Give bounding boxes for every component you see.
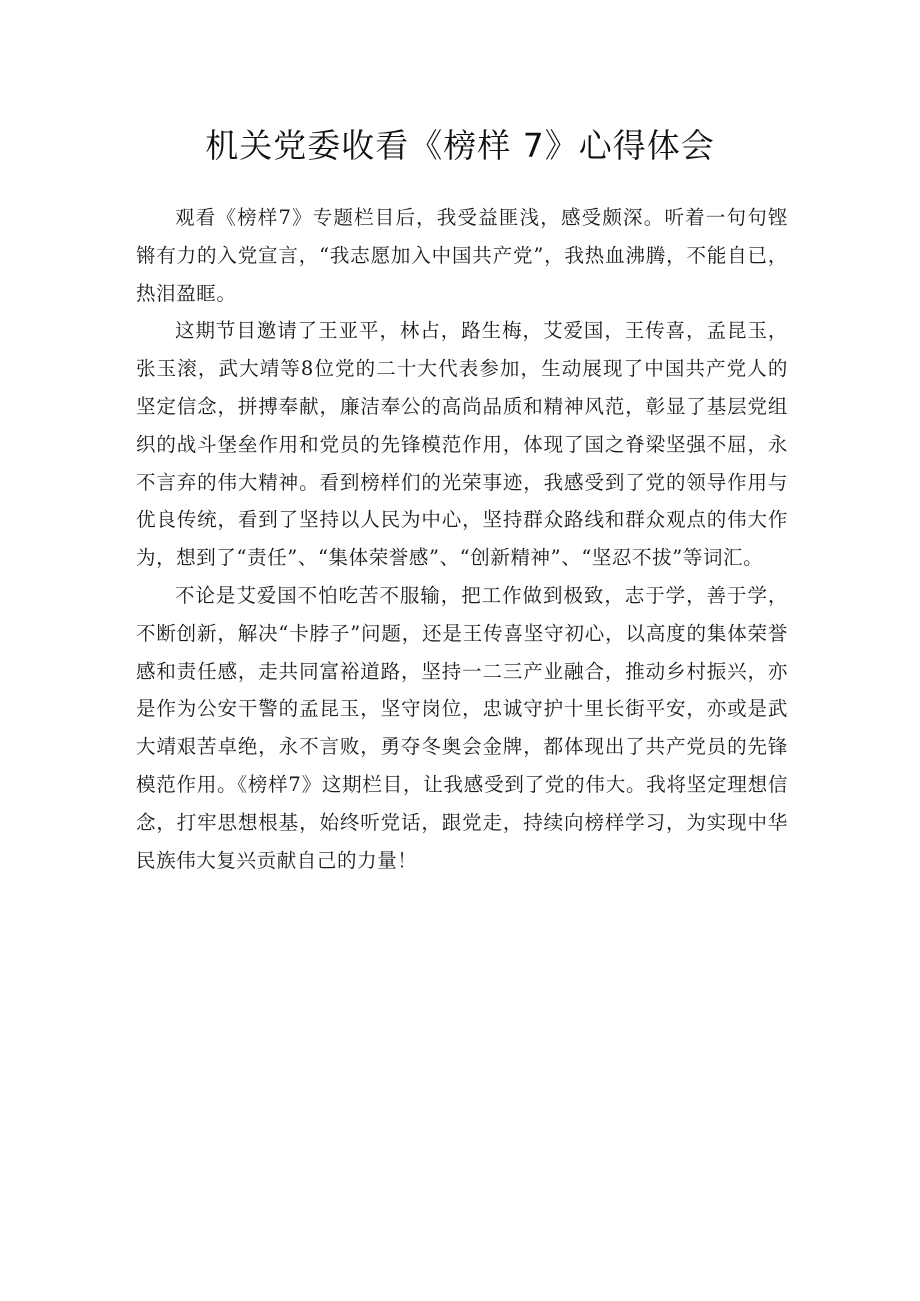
document-body (136, 199, 788, 879)
paragraph: 这期节目邀请了王亚平，林占，路生梅，艾爱国，王传喜，孟昆玉，张玉滚，武大靖等8位党的二十大代表参加，生动展现了中国共产党人的坚定信念，拼搏奉献，廉洁奉公的高尚品质和精神风范，彰显了基层党组织的战斗堡垒作用和党员的先锋模范作用，体现了国之脊梁坚强不屈，永不言弃的伟大精神。看到榜样们的光荣事迹，我感受到了党的领导作用与优良传统，看到了坚持以人民为中心，坚持群众路线和群众观点的伟大作为，想到了“责任”、“集体荣誉感”、“创新精神”、“坚忍不拔”等词汇。 (136, 319, 788, 570)
paragraph: 不论是艾爱国不怕吃苦不服输，把工作做到极致，志于学，善于学，不断创新，解决“卡脖子”问题，还是王传喜坚守初心，以高度的集体荣誉感和责任感，走共同富裕道路，坚持一二三产业融合，推动乡村振兴，亦是作为公安干警的孟昆玉，坚守岗位，忠诚守护十里长街平安，亦或是武大靖艰苦卓绝，永不言败，勇夺冬奥会金牌，都体现出了共产党员的先锋模范作用。《榜样7》这期栏目，让我感受到了党的伟大。我将坚定理想信念，打牢思想根基，始终听党话，跟党走，持续向榜样学习，为实现中华民族伟大复兴贡献自己的力量！ (136, 583, 788, 872)
paragraph: 观看《榜样7》专题栏目后，我受益匪浅，感受颇深。听着一句句铿锵有力的入党宣言，“我志愿加入中国共产党”，我热血沸腾，不能自已，热泪盈眶。 (136, 206, 788, 305)
document-title: 机关党委收看《榜样 7》心得体会 (205, 126, 715, 165)
